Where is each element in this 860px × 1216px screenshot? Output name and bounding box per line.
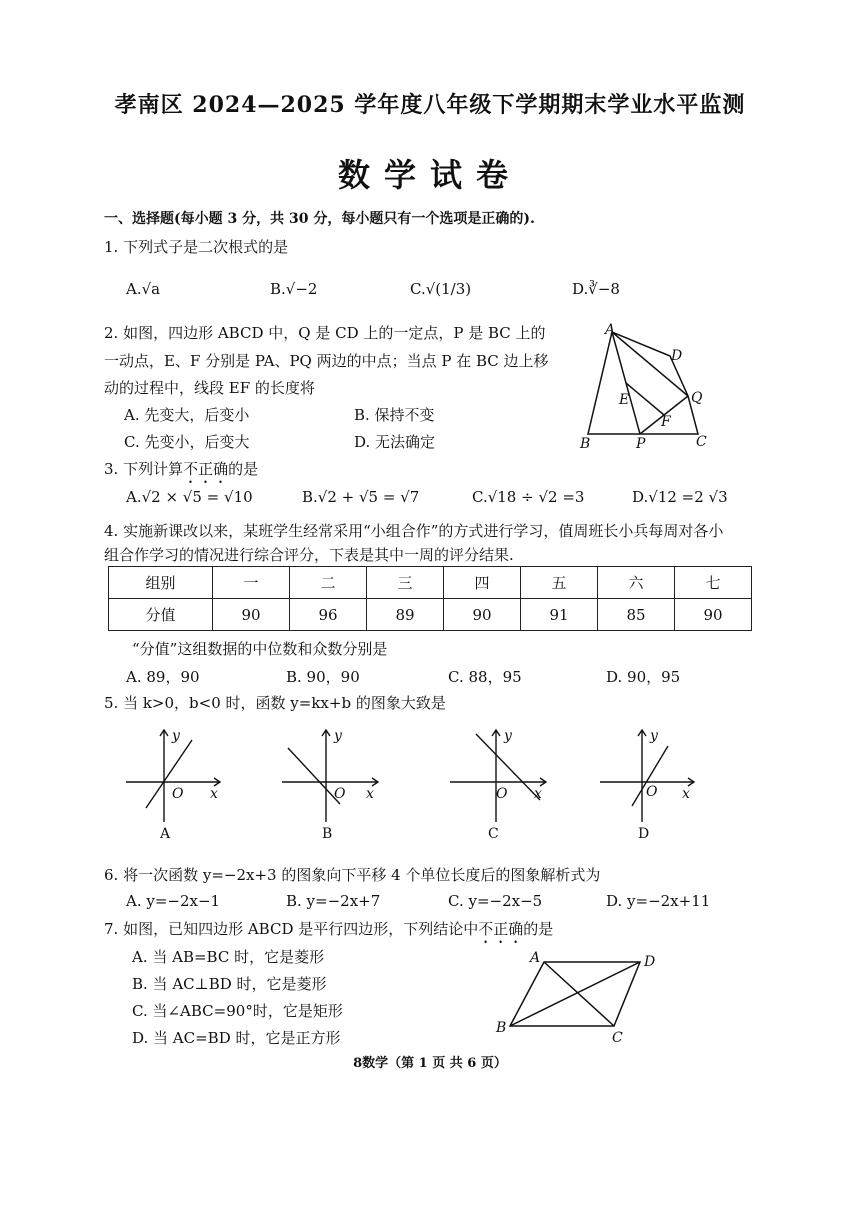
q1-option-d: D.∛−8 bbox=[572, 280, 620, 298]
q5-graph-a bbox=[120, 726, 230, 842]
q7-label-d: D bbox=[644, 954, 656, 970]
q7-diagonal-ac bbox=[544, 962, 614, 1026]
table-cell: 90 bbox=[444, 599, 521, 631]
table-cell: 90 bbox=[213, 599, 290, 631]
q7-option-d: D. 当 AC=BD 时，它是正方形 bbox=[132, 1029, 341, 1047]
q2-label-a: A bbox=[605, 322, 616, 338]
graph-line bbox=[288, 748, 340, 804]
q2-option-c: C. 先变小，后变大 bbox=[124, 433, 250, 451]
q4-option-d: D. 90，95 bbox=[606, 668, 681, 686]
table-header-cell: 分值 bbox=[109, 599, 213, 631]
q1-option-a: A.√a bbox=[126, 280, 161, 298]
q5-graph-b bbox=[278, 726, 388, 842]
q6-option-a: A. y=−2x−1 bbox=[126, 892, 221, 910]
table-cell: 七 bbox=[675, 567, 752, 599]
q4-stem-line-2: 组合作学习的情况进行综合评分，下表是其中一周的评分结果. bbox=[104, 546, 514, 564]
q2-label-b: B bbox=[580, 436, 591, 452]
q2-figure bbox=[576, 322, 726, 452]
table-cell: 二 bbox=[290, 567, 367, 599]
table-row bbox=[109, 567, 752, 599]
table-cell: 五 bbox=[521, 567, 598, 599]
y-axis-label: y bbox=[650, 728, 658, 744]
q2-label-p: P bbox=[636, 436, 646, 452]
q2-stem-line-1: 2. 如图，四边形 ABCD 中，Q 是 CD 上的一定点，P 是 BC 上的 bbox=[104, 324, 546, 342]
q4-option-b: B. 90，90 bbox=[286, 668, 360, 686]
x-axis-label: x bbox=[366, 786, 374, 802]
q7-stem: 7. 如图，已知四边形 ABCD 是平行四边形，下列结论中不正确的是 bbox=[104, 920, 554, 938]
q7-emphasis: 不正确 bbox=[478, 920, 524, 938]
q1-option-c: C.√(1/3) bbox=[410, 280, 472, 298]
y-axis-label: y bbox=[334, 728, 342, 744]
origin-label: O bbox=[646, 784, 658, 800]
q7-label-a: A bbox=[530, 950, 541, 966]
graph-caption: D bbox=[638, 826, 650, 842]
q6-option-b: B. y=−2x+7 bbox=[286, 892, 381, 910]
q7-diagonal-bd bbox=[510, 962, 640, 1026]
q7-option-a: A. 当 AB=BC 时，它是菱形 bbox=[132, 948, 325, 966]
table-cell: 一 bbox=[213, 567, 290, 599]
q7-figure bbox=[494, 948, 674, 1044]
paper-title: 数学试卷 bbox=[337, 156, 522, 194]
q5-graph-d bbox=[596, 726, 706, 842]
table-cell: 91 bbox=[521, 599, 598, 631]
table-header-cell: 组别 bbox=[109, 567, 213, 599]
graph-line bbox=[146, 740, 192, 808]
x-axis-label: x bbox=[210, 786, 218, 802]
q3-stem: 3. 下列计算不正确的是 bbox=[104, 460, 259, 478]
q2-stem-line-2: 一动点，E、F 分别是 PA、PQ 两边的中点；当点 P 在 BC 边上移 bbox=[104, 352, 549, 370]
q5-graph-c bbox=[446, 726, 556, 842]
table-row bbox=[109, 599, 752, 631]
y-axis-label: y bbox=[504, 728, 512, 744]
table-cell: 85 bbox=[598, 599, 675, 631]
table-cell: 六 bbox=[598, 567, 675, 599]
q2-label-f: F bbox=[661, 414, 671, 430]
q1-stem: 1. 下列式子是二次根式的是 bbox=[104, 238, 289, 256]
exam-title: 孝南区 2024—2025 学年度八年级下学期期末学业水平监测 bbox=[114, 92, 746, 118]
q4-option-a: A. 89，90 bbox=[126, 668, 200, 686]
q4-question: “分值”这组数据的中位数和众数分别是 bbox=[132, 640, 388, 658]
table-cell: 89 bbox=[367, 599, 444, 631]
x-axis-label: x bbox=[682, 786, 690, 802]
x-axis-label: x bbox=[534, 786, 542, 802]
q7-option-c: C. 当∠ABC=90°时，它是矩形 bbox=[132, 1002, 343, 1020]
origin-label: O bbox=[496, 786, 508, 802]
q7-label-b: B bbox=[496, 1020, 507, 1036]
section-heading: 一、选择题(每小题 3 分，共 30 分，每小题只有一个选项是正确的). bbox=[104, 211, 535, 227]
origin-label: O bbox=[172, 786, 184, 802]
q2-option-b: B. 保持不变 bbox=[354, 406, 435, 424]
q2-segment-aq bbox=[612, 332, 688, 396]
table-cell: 96 bbox=[290, 599, 367, 631]
graph-caption: A bbox=[160, 826, 171, 842]
page-footer: 8数学（第 1 页 共 6 页） bbox=[353, 1056, 507, 1071]
table-cell: 四 bbox=[444, 567, 521, 599]
q2-label-c: C bbox=[696, 434, 707, 450]
q4-score-table bbox=[108, 566, 752, 631]
q2-stem-line-3: 动的过程中，线段 EF 的长度将 bbox=[104, 379, 315, 397]
q7-label-c: C bbox=[612, 1030, 623, 1046]
q4-stem-line-1: 4. 实施新课改以来，某班学生经常采用“小组合作”的方式进行学习，值周班长小兵每周对各小 bbox=[104, 522, 724, 540]
q4-option-c: C. 88，95 bbox=[448, 668, 522, 686]
q1-option-b: B.√−2 bbox=[270, 280, 318, 298]
q5-stem: 5. 当 k>0，b<0 时，函数 y=kx+b 的图象大致是 bbox=[104, 694, 446, 712]
q6-option-c: C. y=−2x−5 bbox=[448, 892, 543, 910]
q2-option-a: A. 先变大，后变小 bbox=[124, 406, 250, 424]
q3-emphasis: 不正确 bbox=[183, 460, 229, 478]
q2-option-d: D. 无法确定 bbox=[354, 433, 436, 451]
table-cell: 三 bbox=[367, 567, 444, 599]
graph-caption: B bbox=[322, 826, 333, 842]
q7-option-b: B. 当 AC⊥BD 时，它是菱形 bbox=[132, 975, 327, 993]
q2-label-q: Q bbox=[691, 390, 703, 406]
table-cell: 90 bbox=[675, 599, 752, 631]
q3-option-b: B.√2 + √5 = √7 bbox=[302, 488, 420, 506]
q6-stem: 6. 将一次函数 y=−2x+3 的图象向下平移 4 个单位长度后的图象解析式为 bbox=[104, 866, 601, 884]
q6-option-d: D. y=−2x+11 bbox=[606, 892, 711, 910]
q3-option-a: A.√2 × √5 = √10 bbox=[126, 488, 253, 506]
q3-option-c: C.√18 ÷ √2 =3 bbox=[472, 488, 585, 506]
q2-segment-ef bbox=[626, 383, 664, 415]
q3-option-d: D.√12 =2 √3 bbox=[632, 488, 728, 506]
q2-label-e: E bbox=[619, 392, 630, 408]
q2-label-d: D bbox=[671, 348, 683, 364]
graph-caption: C bbox=[488, 826, 499, 842]
origin-label: O bbox=[334, 786, 346, 802]
y-axis-label: y bbox=[172, 728, 180, 744]
